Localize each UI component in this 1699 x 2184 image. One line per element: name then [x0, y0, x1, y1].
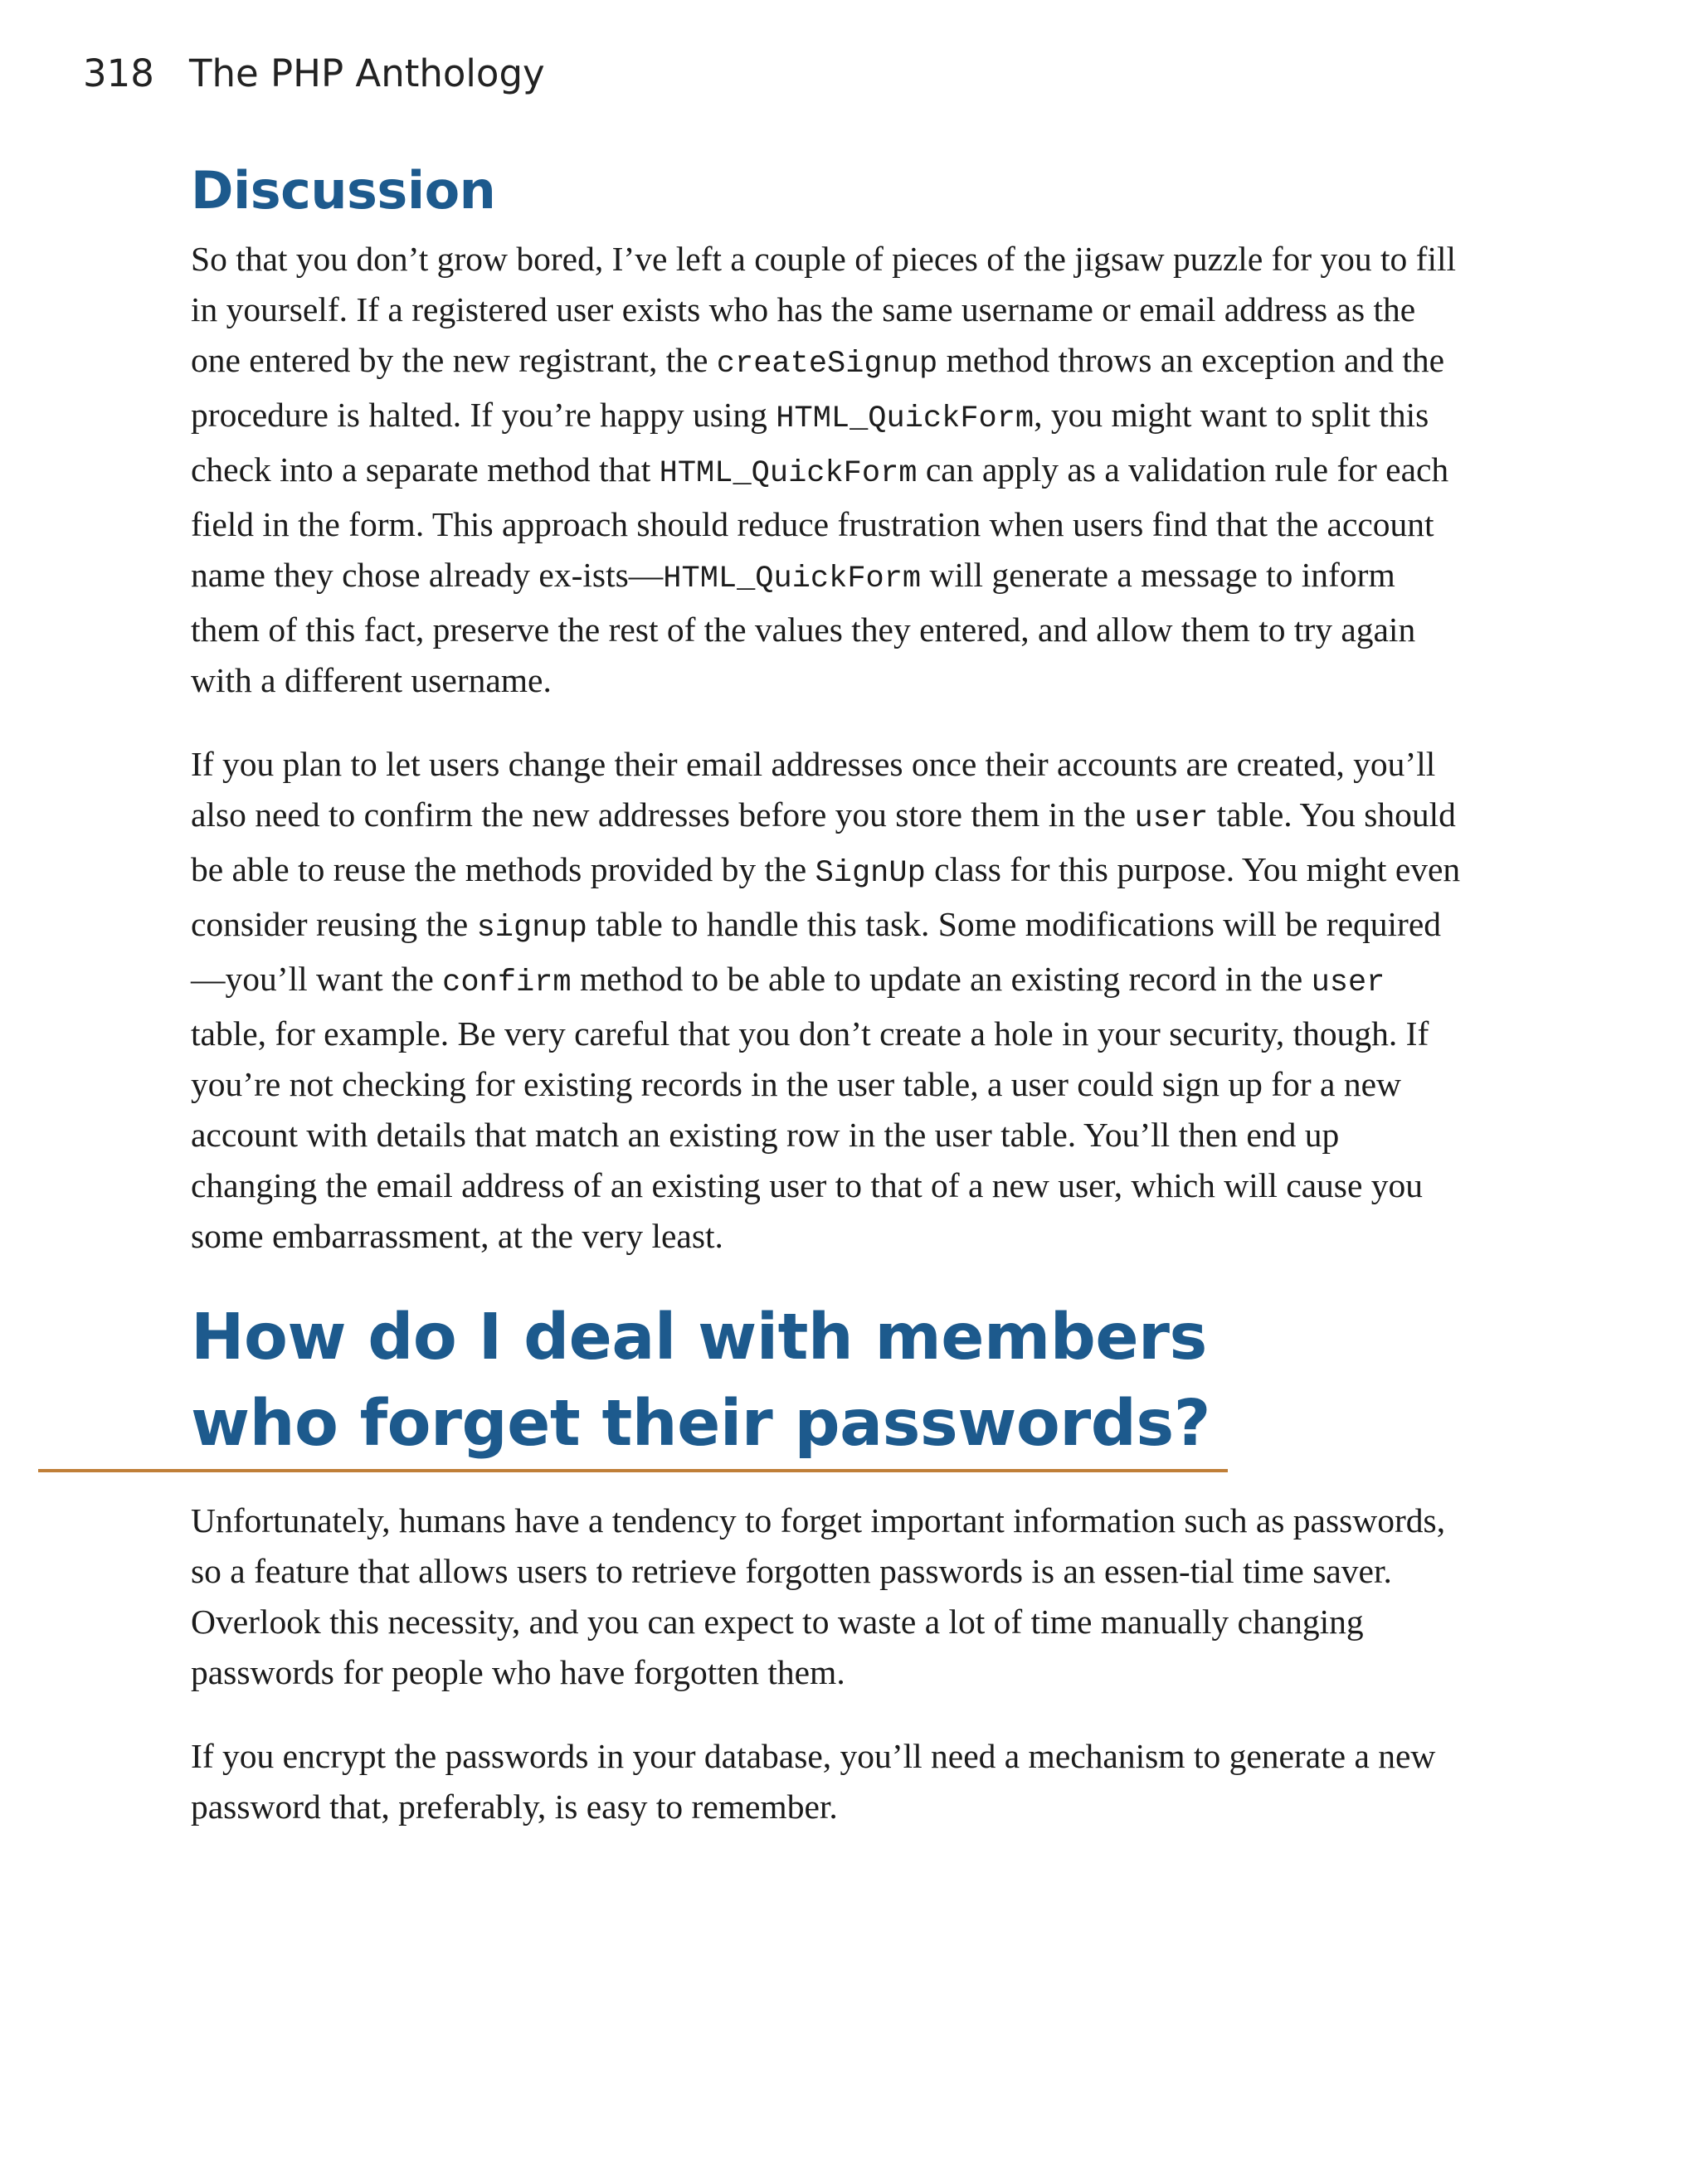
code-signup-table: signup: [476, 911, 587, 946]
code-user: user: [1134, 801, 1209, 836]
heading-underline-rule: [38, 1469, 1228, 1472]
code-user: user: [1311, 966, 1385, 1000]
code-signup-class: SignUp: [815, 856, 926, 891]
question-heading-line-1: How do I deal with members: [191, 1301, 1207, 1374]
section-heading-discussion: Discussion: [191, 160, 496, 221]
page-content: [191, 158, 1468, 1865]
code-confirm: confirm: [442, 966, 572, 1000]
code-createSignup: createSignup: [716, 347, 938, 382]
question-heading-block: [191, 1295, 1468, 1472]
code-html-quickform: HTML_QuickForm: [663, 562, 922, 596]
question-heading: [191, 1295, 1468, 1472]
discussion-paragraph-2: If you plan to let users change their email addresses once their accounts are created, you’ll also need to confirm the new addresses before you store them in the user table. You should be able to reuse the methods provided by the SignUp class for this purpose. You might even consider reusing the signup table to handle this task. Some modifications will be required—you’ll want the confirm method to be able to update an existing record in the user table, for example. Be very careful that you don’t create a hole in your security, though. If you’re not checking for existing records in the user table, a user could sign up for a new account with details that match an existing row in the user table. You’ll then end up changing the email address of an existing user to that of a new user, which will cause you some embarrassment, at the very least.: [191, 745, 1461, 1255]
question-paragraph-2: If you encrypt the passwords in your database, you’ll need a mechanism to generate a new password that, preferably, is easy to remember.: [191, 1737, 1436, 1826]
running-head: [83, 48, 545, 98]
discussion-paragraph-1: So that you don’t grow bored, I’ve left a couple of pieces of the jigsaw puzzle for you to fill in yourself. If a registered user exists who has the same username or email address as the one entered by the new registrant, the createSignup method throws an exception and the procedure is halted. If you’re happy using HTML_QuickForm, you might want to split this check into a separate method that HTML_QuickForm can apply as a validation rule for each field in the form. This approach should reduce frustration when users find that the account name they chose already ex-ists—HTML_QuickForm will generate a message to inform them of this fact, preserve the rest of the values they entered, and allow them to try again with a different username.: [191, 240, 1457, 699]
page-number: 318: [83, 51, 154, 95]
question-heading-line-2: who forget their passwords?: [191, 1387, 1210, 1461]
question-paragraph-1: Unfortunately, humans have a tendency to forget important information such as passwords, so a feature that allows users to retrieve forgotten passwords is an essen-tial time saver. Overlook this necessity, and you can expect to waste a lot of time manually changing passwords for people who have forgotten them.: [191, 1501, 1446, 1691]
code-html-quickform: HTML_QuickForm: [659, 456, 918, 491]
book-title: The PHP Anthology: [189, 51, 545, 95]
code-html-quickform: HTML_QuickForm: [776, 401, 1034, 436]
